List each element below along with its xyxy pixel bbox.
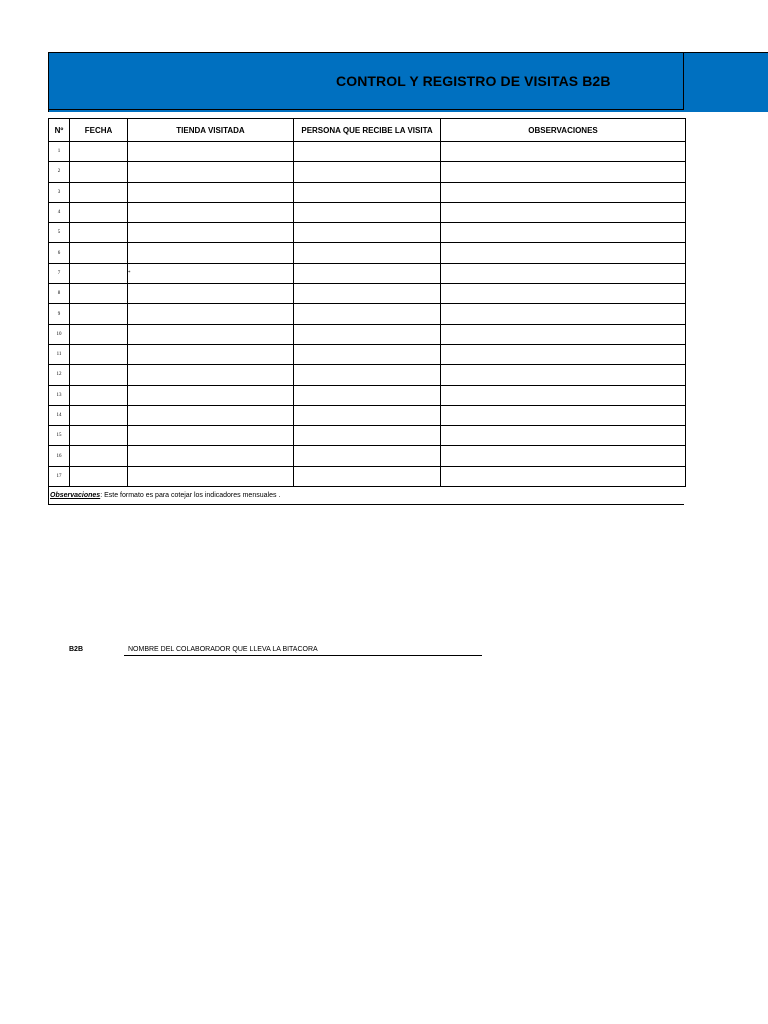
persona-cell[interactable]	[294, 223, 441, 243]
fecha-cell[interactable]	[70, 426, 128, 446]
table-row	[49, 324, 686, 344]
observaciones-cell[interactable]	[441, 324, 686, 344]
tienda-cell[interactable]	[128, 223, 294, 243]
fecha-cell[interactable]	[70, 466, 128, 486]
tienda-cell[interactable]	[128, 243, 294, 263]
tienda-cell[interactable]	[128, 446, 294, 466]
persona-cell[interactable]	[294, 385, 441, 405]
tienda-cell[interactable]	[128, 202, 294, 222]
fecha-cell[interactable]	[70, 304, 128, 324]
column-header-observaciones: OBSERVACIONES	[441, 119, 686, 142]
table-header-row	[49, 119, 686, 142]
fecha-cell[interactable]	[70, 243, 128, 263]
table-row	[49, 284, 686, 304]
signature-label: B2B	[69, 646, 84, 653]
signature-line: NOMBRE DEL COLABORADOR QUE LLEVA LA BITACORA	[124, 645, 482, 656]
observaciones-cell[interactable]	[441, 243, 686, 263]
row-number: 2	[49, 162, 70, 182]
row-number: 5	[49, 223, 70, 243]
fecha-cell[interactable]	[70, 263, 128, 283]
tienda-cell[interactable]	[128, 405, 294, 425]
observaciones-cell[interactable]	[441, 344, 686, 364]
observaciones-cell[interactable]	[441, 263, 686, 283]
observaciones-cell[interactable]	[441, 426, 686, 446]
row-number: 3	[49, 182, 70, 202]
tienda-cell[interactable]	[128, 284, 294, 304]
column-header-tienda: TIENDA VISITADA	[128, 119, 294, 142]
observaciones-cell[interactable]	[441, 162, 686, 182]
table-row	[49, 466, 686, 486]
observations-note	[48, 487, 684, 505]
persona-cell[interactable]	[294, 162, 441, 182]
fecha-cell[interactable]	[70, 202, 128, 222]
fecha-cell[interactable]	[70, 182, 128, 202]
row-number: 7	[49, 263, 70, 283]
observaciones-cell[interactable]	[441, 466, 686, 486]
persona-cell[interactable]	[294, 243, 441, 263]
table-row	[49, 223, 686, 243]
row-number: 17	[49, 466, 70, 486]
tienda-cell[interactable]	[128, 324, 294, 344]
observaciones-cell[interactable]	[441, 304, 686, 324]
table-row	[49, 142, 686, 162]
row-number: 11	[49, 344, 70, 364]
tienda-cell[interactable]	[128, 385, 294, 405]
persona-cell[interactable]	[294, 365, 441, 385]
fecha-cell[interactable]	[70, 162, 128, 182]
persona-cell[interactable]	[294, 446, 441, 466]
fecha-cell[interactable]	[70, 142, 128, 162]
tienda-cell[interactable]	[128, 426, 294, 446]
page-title: CONTROL Y REGISTRO DE VISITAS B2B	[336, 73, 611, 89]
persona-cell[interactable]	[294, 284, 441, 304]
column-header-persona: PERSONA QUE RECIBE LA VISITA	[294, 119, 441, 142]
table-row	[49, 405, 686, 425]
tienda-cell[interactable]	[128, 182, 294, 202]
tienda-cell[interactable]	[128, 142, 294, 162]
persona-cell[interactable]	[294, 324, 441, 344]
observaciones-cell[interactable]	[441, 365, 686, 385]
row-number: 14	[49, 405, 70, 425]
observaciones-cell[interactable]	[441, 385, 686, 405]
persona-cell[interactable]	[294, 142, 441, 162]
persona-cell[interactable]	[294, 344, 441, 364]
persona-cell[interactable]	[294, 202, 441, 222]
fecha-cell[interactable]	[70, 385, 128, 405]
fecha-cell[interactable]	[70, 365, 128, 385]
fecha-cell[interactable]	[70, 284, 128, 304]
persona-cell[interactable]	[294, 466, 441, 486]
persona-cell[interactable]	[294, 405, 441, 425]
row-number: 15	[49, 426, 70, 446]
persona-cell[interactable]	[294, 304, 441, 324]
row-number: 9	[49, 304, 70, 324]
tienda-cell[interactable]	[128, 365, 294, 385]
tienda-cell[interactable]	[128, 344, 294, 364]
observaciones-cell[interactable]	[441, 405, 686, 425]
table-row	[49, 202, 686, 222]
table-row	[49, 426, 686, 446]
observaciones-cell[interactable]	[441, 142, 686, 162]
tienda-cell[interactable]	[128, 304, 294, 324]
table-row	[49, 446, 686, 466]
tienda-cell[interactable]	[128, 466, 294, 486]
row-number: 10	[49, 324, 70, 344]
observaciones-cell[interactable]	[441, 446, 686, 466]
tienda-cell[interactable]	[128, 162, 294, 182]
fecha-cell[interactable]	[70, 324, 128, 344]
fecha-cell[interactable]	[70, 223, 128, 243]
row-number: 13	[49, 385, 70, 405]
tienda-cell[interactable]: *	[128, 263, 294, 283]
row-number: 8	[49, 284, 70, 304]
row-number: 4	[49, 202, 70, 222]
fecha-cell[interactable]	[70, 344, 128, 364]
table-row	[49, 263, 686, 283]
column-header-fecha: FECHA	[70, 119, 128, 142]
row-number: 12	[49, 365, 70, 385]
observaciones-cell[interactable]	[441, 284, 686, 304]
fecha-cell[interactable]	[70, 405, 128, 425]
row-number: 1	[49, 142, 70, 162]
table-row	[49, 344, 686, 364]
observaciones-cell[interactable]	[441, 223, 686, 243]
table-row	[49, 243, 686, 263]
observations-label: Observaciones	[50, 492, 101, 499]
persona-cell[interactable]	[294, 182, 441, 202]
table-row	[49, 182, 686, 202]
table-row	[49, 162, 686, 182]
observaciones-cell[interactable]	[441, 202, 686, 222]
row-number: 6	[49, 243, 70, 263]
column-header-number: Nº	[49, 119, 70, 142]
row-number: 16	[49, 446, 70, 466]
persona-cell[interactable]	[294, 426, 441, 446]
fecha-cell[interactable]	[70, 446, 128, 466]
table-row	[49, 385, 686, 405]
observations-text: : Este formato es para cotejar los indicadores mensuales .	[100, 492, 281, 499]
persona-cell[interactable]	[294, 263, 441, 283]
visits-table	[48, 118, 686, 487]
table-row	[49, 365, 686, 385]
observaciones-cell[interactable]	[441, 182, 686, 202]
table-row	[49, 304, 686, 324]
